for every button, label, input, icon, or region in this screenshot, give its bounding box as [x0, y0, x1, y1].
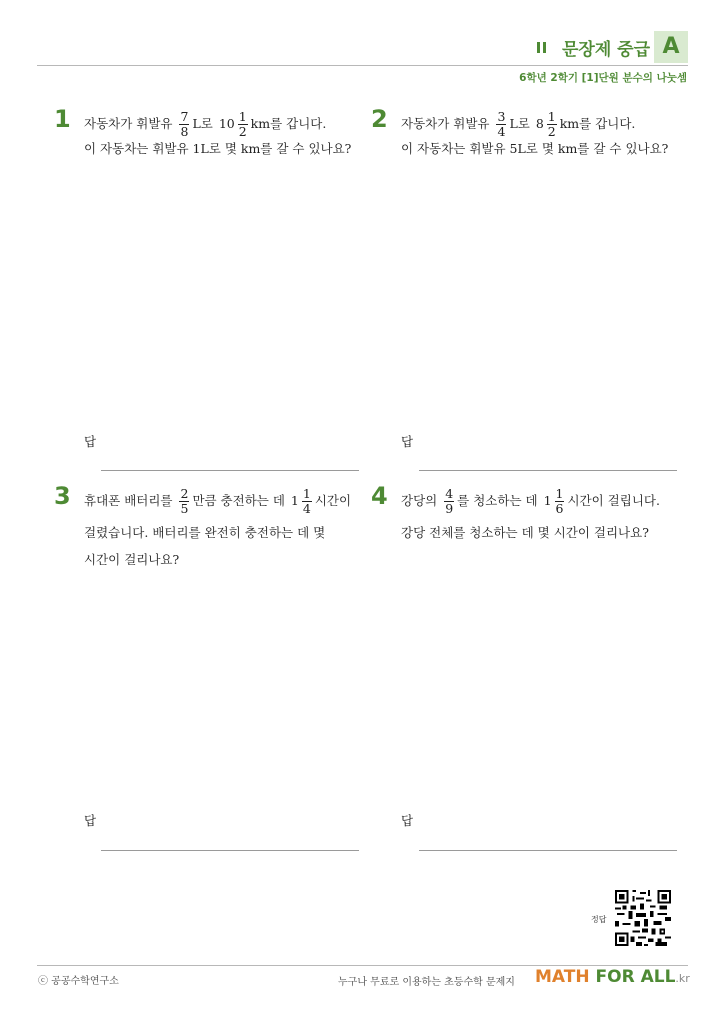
- numerator: 2: [180, 486, 189, 501]
- numerator: 1: [238, 109, 247, 124]
- denominator: 8: [180, 124, 189, 139]
- denominator: 9: [445, 501, 454, 516]
- answer-line[interactable]: [101, 470, 359, 471]
- copyright: ⓒ 공공수학연구소: [38, 976, 119, 987]
- answer-line[interactable]: [101, 850, 359, 851]
- problem-number: 2: [371, 105, 388, 133]
- denominator: 4: [497, 124, 506, 139]
- qr-code-icon[interactable]: [615, 890, 671, 946]
- worksheet-title: 문장제 중급: [562, 40, 651, 60]
- brand-part-math: MATH: [535, 967, 596, 987]
- text-segment: 강당의: [401, 493, 438, 508]
- worksheet-subtitle: 6학년 2학기 [1]단원 분수의 나눗셈: [519, 72, 687, 84]
- problem-text-line-2: 이 자동차는 휘발유 5L로 몇 km를 갈 수 있나요?: [401, 141, 669, 156]
- answer-line[interactable]: [419, 850, 677, 851]
- level-badge: A: [654, 31, 688, 63]
- text-segment: L로: [192, 116, 213, 131]
- problem-number: 4: [371, 482, 388, 510]
- pause-bars-icon: [537, 38, 549, 57]
- answer-label: 답: [401, 434, 414, 449]
- mixed-whole: 10: [218, 116, 235, 131]
- denominator: 2: [238, 124, 247, 139]
- answer-label: 답: [84, 813, 97, 828]
- problem-text-line-1: [84, 487, 351, 516]
- numerator: 1: [555, 486, 564, 501]
- fraction: [179, 110, 189, 139]
- text-segment: 자동차가 휘발유: [84, 116, 173, 131]
- fraction: [444, 487, 454, 516]
- answer-label: 답: [84, 434, 97, 449]
- denominator: 4: [302, 501, 311, 516]
- mixed-whole: 1: [543, 493, 552, 508]
- text-segment: 를 청소하는 데: [457, 493, 538, 508]
- fraction: [302, 487, 312, 516]
- fraction: [496, 110, 506, 139]
- problem-number: 1: [54, 105, 71, 133]
- text-segment: 휴대폰 배터리를: [84, 493, 173, 508]
- fraction: [547, 110, 557, 139]
- denominator: 6: [555, 501, 564, 516]
- problem-text-line-1: [84, 110, 326, 139]
- numerator: 3: [497, 109, 506, 124]
- answer-line[interactable]: [419, 470, 677, 471]
- brand-logo[interactable]: [535, 967, 690, 987]
- text-segment: 자동차가 휘발유: [401, 116, 490, 131]
- mixed-whole: 1: [290, 493, 299, 508]
- text-segment: km를 갑니다.: [250, 116, 327, 131]
- header-divider: [37, 65, 688, 66]
- footer-divider: [37, 965, 688, 966]
- problem-text-line-1: [401, 487, 660, 516]
- text-segment: 만큼 충전하는 데: [192, 493, 285, 508]
- answer-label: 답: [401, 813, 414, 828]
- text-segment: 시간이: [314, 493, 352, 508]
- problem-text-line-2: 걸렸습니다. 배터리를 완전히 충전하는 데 몇: [84, 525, 326, 540]
- problem-text-line-2: 강당 전체를 청소하는 데 몇 시간이 걸리나요?: [401, 525, 649, 540]
- problem-text-line-1: [401, 110, 635, 139]
- fraction: [238, 110, 248, 139]
- problem-text-line-3: 시간이 걸리나요?: [84, 552, 180, 567]
- text-segment: km를 갑니다.: [559, 116, 636, 131]
- qr-label: 정답: [591, 915, 607, 924]
- denominator: 2: [547, 124, 556, 139]
- footer-tagline: 누구나 무료로 이용하는 초등수학 문제지: [338, 977, 515, 988]
- fraction: [555, 487, 565, 516]
- numerator: 7: [180, 109, 189, 124]
- text-segment: 시간이 걸립니다.: [567, 493, 660, 508]
- denominator: 5: [180, 501, 189, 516]
- numerator: 4: [445, 486, 454, 501]
- problem-text-line-2: 이 자동차는 휘발유 1L로 몇 km를 갈 수 있나요?: [84, 141, 352, 156]
- problem-number: 3: [54, 482, 71, 510]
- numerator: 1: [302, 486, 311, 501]
- mixed-whole: 8: [535, 116, 544, 131]
- brand-part-forall: FOR ALL: [595, 967, 676, 987]
- text-segment: L로: [509, 116, 530, 131]
- brand-part-kr: .kr: [675, 972, 690, 985]
- fraction: [179, 487, 189, 516]
- numerator: 1: [547, 109, 556, 124]
